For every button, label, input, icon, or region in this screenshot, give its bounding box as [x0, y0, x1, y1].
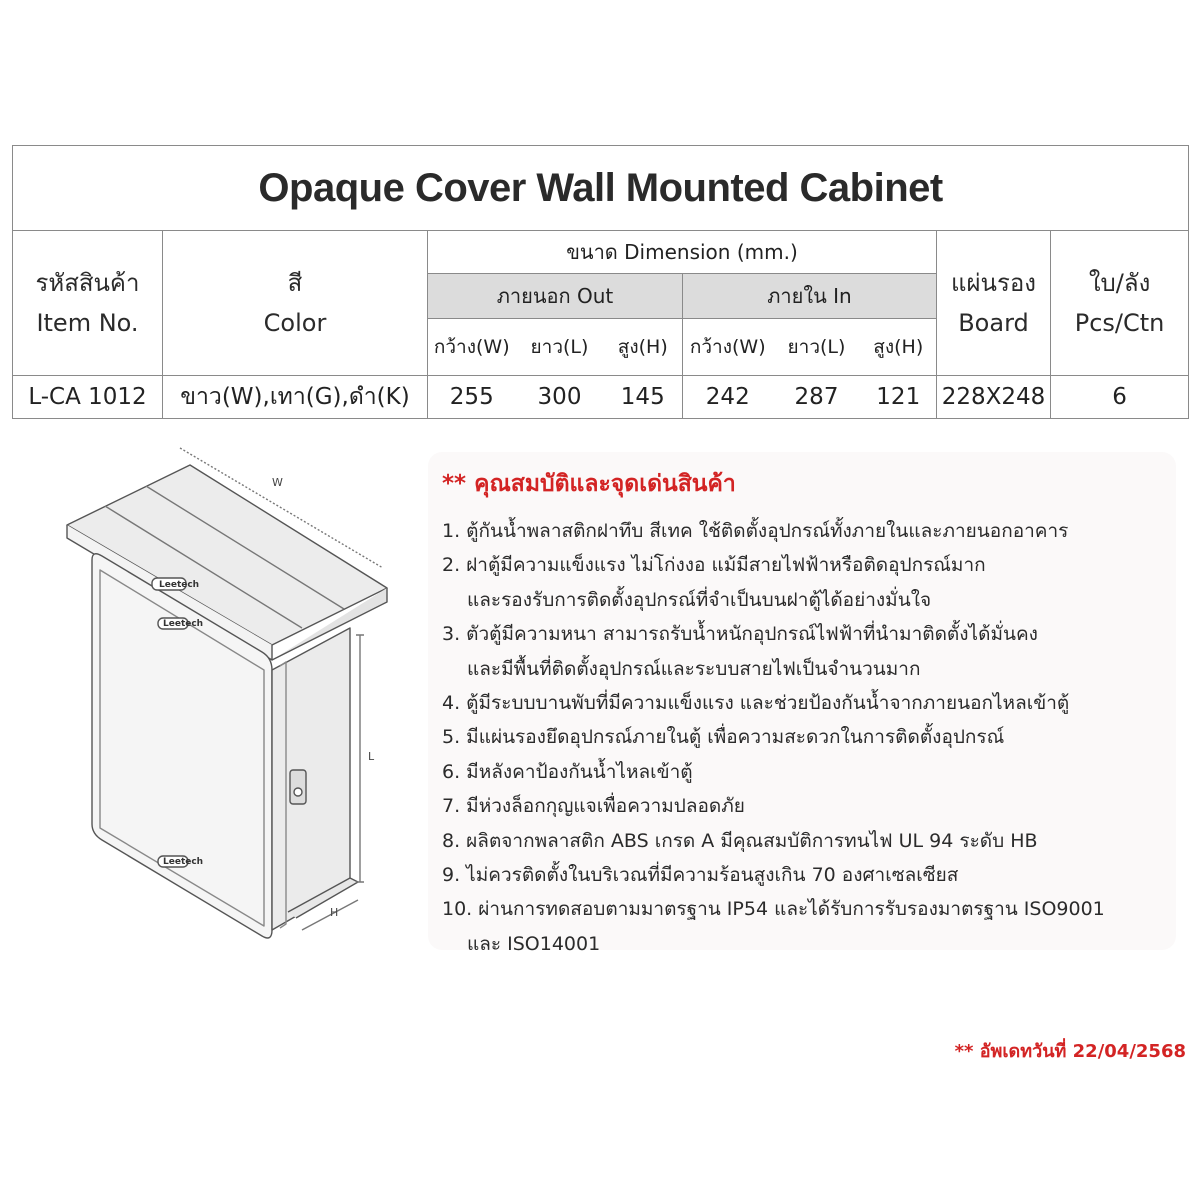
in-height-header: สูง(H) — [861, 319, 937, 376]
out-width-header: กว้าง(W) — [428, 319, 516, 376]
dimension-header: ขนาด Dimension (mm.) — [428, 231, 937, 274]
feature-item-continued: และรองรับการติดตั้งอุปกรณ์ที่จำเป็นบนฝาตู้ได้อย่างมั่นใจ — [467, 588, 932, 611]
item-no-label-en: Item No. — [36, 309, 139, 337]
feature-item: 9. ไม่ควรติดตั้งในบริเวณที่มีความร้อนสูงเกิน 70 องศาเซลเซียส — [442, 864, 959, 887]
latch-hole — [294, 788, 302, 796]
feature-item: 6. มีหลังคาป้องกันน้ำไหลเข้าตู้ — [442, 760, 693, 783]
in-width-header: กว้าง(W) — [683, 319, 773, 376]
in-width-cell: 242 — [683, 376, 773, 419]
features-panel — [428, 452, 1176, 955]
pcs-label-en: Pcs/Ctn — [1074, 309, 1165, 337]
feature-item-continued: และ ISO14001 — [467, 932, 601, 955]
feature-item-continued: และมีพื้นที่ติดตั้งอุปกรณ์และระบบสายไฟเป็นจำนวนมาก — [467, 657, 921, 680]
item-no-header — [13, 231, 163, 376]
inner-header: ภายใน In — [683, 274, 937, 319]
board-label-en: Board — [958, 309, 1029, 337]
feature-item: 5. มีแผ่นรองยึดอุปกรณ์ภายในตู้ เพื่อความสะดวกในการติดตั้งอุปกรณ์ — [442, 726, 1005, 749]
logo-text-door: Leetech — [163, 619, 204, 629]
in-length-cell: 287 — [773, 376, 861, 419]
color-cell: ขาว(W),เทา(G),ดำ(K) — [163, 376, 428, 419]
outer-header: ภายนอก Out — [428, 274, 683, 319]
pcs-cell: 6 — [1051, 376, 1189, 419]
cabinet-drawing — [40, 430, 400, 950]
item-no-cell: L-CA 1012 — [13, 376, 163, 419]
item-no-label-th: รหัสสินค้า — [35, 269, 140, 297]
features-list — [442, 514, 1162, 961]
out-height-header: สูง(H) — [604, 319, 683, 376]
pcs-header — [1051, 231, 1189, 376]
spec-table — [12, 145, 1189, 419]
feature-item: 4. ตู้มีระบบบานพับที่มีความแข็งแรง และช่วยป้องกันน้ำจากภายนอกไหลเข้าตู้ — [442, 692, 1070, 715]
color-header — [163, 231, 428, 376]
feature-item: 8. ผลิตจากพลาสติก ABS เกรด A มีคุณสมบัติการทนไฟ UL 94 ระดับ HB — [442, 829, 1038, 852]
out-length-header: ยาว(L) — [516, 319, 604, 376]
dimension-label-l: L — [368, 750, 375, 763]
out-length-cell: 300 — [516, 376, 604, 419]
color-label-en: Color — [263, 309, 327, 337]
update-note: ** อัพเดทวันที่ 22/04/2568 — [954, 1041, 1186, 1062]
feature-item: 3. ตัวตู้มีความหนา สามารถรับน้ำหนักอุปกรณ์ไฟฟ้าที่นำมาติดตั้งได้มั่นคง — [442, 623, 1038, 646]
pcs-label-th: ใบ/ลัง — [1088, 269, 1151, 297]
logo-text-top: Leetech — [159, 580, 200, 590]
feature-item: 1. ตู้กันน้ำพลาสติกฝาทึบ สีเทค ใช้ติดตั้งอุปกรณ์ทั้งภายในและภายนอกอาคาร — [442, 520, 1069, 542]
dimension-line-l — [356, 635, 364, 882]
board-label-th: แผ่นรอง — [951, 269, 1036, 297]
dimension-label-w: W — [272, 476, 283, 489]
page-title: Opaque Cover Wall Mounted Cabinet — [13, 146, 1189, 231]
features-title: ** คุณสมบัติและจุดเด่นสินค้า — [442, 471, 736, 497]
feature-item: 10. ผ่านการทดสอบตามมาตรฐาน IP54 และได้รับการรับรองมาตรฐาน ISO9001 — [442, 898, 1105, 921]
out-height-cell: 145 — [604, 376, 683, 419]
feature-item: 2. ฝาตู้มีความแข็งแรง ไม่โก่งงอ แม้มีสายไฟฟ้าหรือติดอุปกรณ์มาก — [442, 554, 986, 577]
cabinet-latch — [290, 770, 306, 804]
board-cell: 228X248 — [937, 376, 1051, 419]
table-row — [13, 376, 1189, 419]
feature-item: 7. มีห่วงล็อกกุญแจเพื่อความปลอดภัย — [442, 795, 745, 818]
out-width-cell: 255 — [428, 376, 516, 419]
dimension-label-h: H — [330, 906, 339, 919]
in-length-header: ยาว(L) — [773, 319, 861, 376]
color-label-th: สี — [287, 269, 303, 297]
logo-text-bottom: Leetech — [163, 857, 204, 867]
board-header — [937, 231, 1051, 376]
in-height-cell: 121 — [861, 376, 937, 419]
